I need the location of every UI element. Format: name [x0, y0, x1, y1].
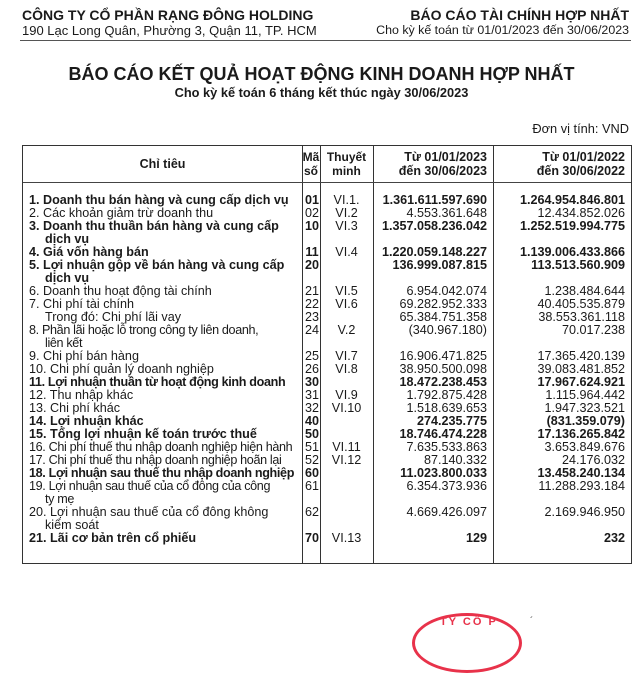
- table-row: [23, 480, 631, 506]
- row-prior-value: 2.169.946.950: [544, 505, 625, 519]
- row-current-value: 4.669.426.097: [406, 505, 487, 519]
- row-label: [23, 532, 301, 545]
- row-label-text: Phần lãi hoặc lỗ trong công ty liên doanh,: [41, 323, 259, 337]
- table-row: [23, 532, 631, 545]
- table-row: [23, 506, 631, 532]
- row-current-value: 16.906.471.825: [399, 349, 487, 363]
- row-code: 32: [304, 401, 319, 415]
- row-prior-value: 17.365.420.139: [537, 349, 625, 363]
- row-label-continuation: kiểm soát: [45, 518, 99, 532]
- row-label-text: Trong đó: Chi phí lãi vay: [45, 310, 182, 324]
- column-header-code-line1: Mã: [302, 150, 320, 164]
- row-code: 21: [304, 284, 319, 298]
- signature-mark: ´: [530, 616, 534, 627]
- row-label: [23, 220, 301, 246]
- row-number: 12.: [29, 388, 47, 402]
- row-number: 5.: [29, 258, 40, 272]
- row-label-continuation: ty mẹ: [45, 492, 75, 506]
- row-code: 25: [304, 349, 319, 363]
- row-code: 70: [304, 531, 319, 545]
- table-body: [23, 183, 631, 545]
- row-label-text: Giá vốn hàng bán: [43, 245, 149, 259]
- row-number: 20.: [29, 505, 47, 519]
- row-label: [23, 324, 301, 350]
- row-note: VI.5: [335, 284, 358, 298]
- row-number: 4.: [29, 245, 40, 259]
- row-number: 18.: [29, 466, 46, 480]
- row-prior-value: 17.136.265.842: [537, 427, 625, 441]
- row-number: 3.: [29, 219, 40, 233]
- row-prior-value: 24.176.032: [561, 453, 625, 467]
- row-prior-value: 40.405.535.879: [537, 297, 625, 311]
- report-period: Cho kỳ kế toán từ 01/01/2023 đến 30/06/2023: [376, 23, 629, 37]
- row-prior-value: 11.288.293.184: [538, 479, 625, 493]
- column-header-current-line2: đến 30/06/2023: [398, 164, 487, 178]
- row-label-text: Tổng lợi nhuận kế toán trước thuế: [50, 427, 257, 441]
- row-label: [23, 506, 301, 532]
- row-current-value: 129: [465, 531, 487, 545]
- column-header-note: [320, 146, 373, 182]
- row-number: 7.: [29, 297, 40, 311]
- row-current-value: 6.954.042.074: [406, 284, 487, 298]
- company-block: [22, 8, 317, 38]
- table-row: [23, 220, 631, 246]
- row-prior-value: 1.947.323.521: [544, 401, 625, 415]
- row-code: 10: [304, 219, 319, 233]
- row-code: 30: [304, 375, 319, 389]
- column-header-prior-line1: Từ 01/01/2022: [542, 150, 625, 164]
- row-label-text: Lợi nhuận thuần từ hoạt động kinh doanh: [47, 375, 286, 389]
- row-label-text: Chi phí tài chính: [43, 297, 135, 311]
- row-note: VI.10: [331, 401, 362, 415]
- row-label-text: Doanh thu bán hàng và cung cấp dịch vụ: [43, 193, 289, 207]
- row-note: VI.1.: [333, 193, 360, 207]
- row-current-value: 6.354.373.936: [406, 479, 487, 493]
- row-number: 21.: [29, 531, 47, 545]
- row-label-text: Lợi nhuận sau thuế của cổ đông của công: [48, 479, 271, 493]
- currency-unit: Đơn vị tính: VND: [532, 121, 629, 136]
- company-seal-text: TY CỔ P: [440, 616, 498, 628]
- row-number: 14.: [29, 414, 47, 428]
- row-prior-value: 1.264.954.846.801: [519, 193, 625, 207]
- header-divider: [20, 40, 631, 41]
- column-header-prior-line2: đến 30/06/2022: [536, 164, 625, 178]
- row-note: VI.12: [331, 453, 362, 467]
- row-label-text: Các khoản giảm trừ doanh thu: [43, 206, 214, 220]
- row-prior-value: 13.458.240.134: [537, 466, 625, 480]
- row-code: 02: [304, 206, 319, 220]
- row-code: 11: [305, 245, 319, 259]
- row-code: 62: [304, 505, 319, 519]
- row-code: 61: [304, 479, 319, 493]
- row-code: 01: [304, 193, 319, 207]
- row-number: 9.: [29, 349, 40, 363]
- row-code: 60: [304, 466, 319, 480]
- row-label-text: Chi phí thuế thu nhập doanh nghiệp hoãn lại: [48, 453, 282, 467]
- row-code: 52: [304, 453, 319, 467]
- column-header-current-period: [373, 146, 493, 182]
- row-note: VI.6: [335, 297, 358, 311]
- row-number: 11.: [29, 375, 45, 389]
- row-label-text: Doanh thu thuần bán hàng và cung cấp: [43, 219, 279, 233]
- row-label-text: Doanh thu hoạt động tài chính: [43, 284, 212, 298]
- row-note: VI.3: [335, 219, 358, 233]
- row-number: 10.: [29, 362, 47, 376]
- row-number: 1.: [29, 193, 40, 207]
- row-note: V.2: [337, 323, 356, 337]
- row-current-value: 1.220.059.148.227: [381, 245, 487, 259]
- row-number: 2.: [29, 206, 40, 220]
- row-current-value: 136.999.087.815: [392, 258, 487, 272]
- column-header-note-line2: minh: [332, 164, 361, 178]
- row-current-value: 87.140.332: [423, 453, 487, 467]
- row-prior-value: 38.553.361.118: [538, 310, 625, 324]
- row-label-text: Chi phí khác: [50, 401, 121, 415]
- row-current-value: 18.472.238.453: [399, 375, 487, 389]
- row-note: VI.4: [335, 245, 358, 259]
- row-label-text: Chi phí thuế thu nhập doanh nghiệp hiện hành: [48, 440, 293, 454]
- row-current-value: 18.746.474.228: [399, 427, 487, 441]
- row-label-text: Lợi nhuận sau thuế thu nhập doanh nghiệp: [48, 466, 295, 480]
- row-current-value: 11.023.800.033: [400, 466, 487, 480]
- row-code: 26: [304, 362, 319, 376]
- row-number: 6.: [29, 284, 40, 298]
- row-note: VI.7: [335, 349, 358, 363]
- row-label-text: Lãi cơ bản trên cổ phiếu: [50, 531, 197, 545]
- row-prior-value: 39.083.481.852: [537, 362, 625, 376]
- row-label-continuation: dịch vụ: [45, 271, 90, 285]
- row-current-value: 4.553.361.648: [406, 206, 487, 220]
- row-label-continuation: dịch vụ: [45, 232, 90, 246]
- row-current-value: 1.357.058.236.042: [381, 219, 487, 233]
- row-code: 31: [304, 388, 319, 402]
- page-title: BÁO CÁO KẾT QUẢ HOẠT ĐỘNG KINH DOANH HỢP NHẤT: [68, 64, 575, 84]
- column-header-code: [302, 146, 320, 182]
- row-note: VI.2: [335, 206, 358, 220]
- company-address: 190 Lạc Long Quân, Phường 3, Quận 11, TP. HCM: [22, 23, 317, 38]
- table-row: [23, 259, 631, 285]
- row-prior-value: 12.434.852.026: [537, 206, 625, 220]
- row-prior-value: (831.359.079): [546, 414, 625, 428]
- column-header-current-line1: Từ 01/01/2023: [404, 150, 487, 164]
- row-label-text: Lợi nhuận gộp về bán hàng và cung cấp: [43, 258, 285, 272]
- row-prior-value: 1.252.519.994.775: [519, 219, 625, 233]
- row-label: [23, 480, 301, 506]
- row-current-value: 7.635.533.863: [406, 440, 487, 454]
- row-code: 22: [304, 297, 319, 311]
- row-label-continuation: liên kết: [45, 336, 83, 350]
- row-note: VI.11: [332, 440, 361, 454]
- row-prior-value: 1.238.484.644: [544, 284, 625, 298]
- row-current-value: 1.361.611.597.690: [382, 193, 487, 207]
- row-prior-value: 1.139.006.433.866: [519, 245, 625, 259]
- row-current-value: 38.950.500.098: [399, 362, 487, 376]
- row-number: 15.: [29, 427, 47, 441]
- row-number: 13.: [29, 401, 47, 415]
- row-note: VI.13: [331, 531, 362, 545]
- row-label: [23, 259, 301, 285]
- column-header-code-line2: số: [303, 164, 318, 178]
- row-label-text: Chi phí quản lý doanh nghiệp: [50, 362, 214, 376]
- row-code: 40: [304, 414, 319, 428]
- table-row: [23, 324, 631, 350]
- row-prior-value: 232: [603, 531, 625, 545]
- row-label-text: Chi phí bán hàng: [43, 349, 139, 363]
- company-name: CÔNG TY CỔ PHẦN RẠNG ĐÔNG HOLDING: [22, 7, 314, 23]
- row-label-text: Lợi nhuận khác: [50, 414, 144, 428]
- row-code: 24: [304, 323, 319, 337]
- column-header-item-label: Chỉ tiêu: [139, 157, 186, 171]
- row-label-text: Thu nhập khác: [49, 388, 134, 402]
- row-note: VI.8: [335, 362, 358, 376]
- row-number: 8.: [29, 323, 39, 337]
- row-code: 50: [304, 427, 319, 441]
- row-label-line: [29, 532, 301, 545]
- page-subtitle: Cho kỳ kế toán 6 tháng kết thúc ngày 30/06/2023: [174, 85, 469, 100]
- row-label-text: Lợi nhuận sau thuế của cổ đông không: [50, 505, 269, 519]
- row-prior-value: 17.967.624.921: [537, 375, 625, 389]
- report-type: BÁO CÁO TÀI CHÍNH HỢP NHẤT: [410, 7, 629, 23]
- income-statement-table: [22, 145, 632, 564]
- row-prior-value: 113.513.560.909: [531, 258, 625, 272]
- row-current-value: 65.384.751.358: [399, 310, 487, 324]
- row-prior-value: 70.017.238: [561, 323, 625, 337]
- row-current-value: (340.967.180): [408, 323, 487, 337]
- row-note: VI.9: [335, 388, 358, 402]
- row-number: 19.: [29, 479, 46, 493]
- row-code: 51: [304, 440, 319, 454]
- row-code: 20: [304, 258, 319, 272]
- column-header-note-line1: Thuyết: [326, 150, 367, 164]
- row-current-value: 274.235.775: [416, 414, 487, 428]
- report-block: [376, 8, 629, 38]
- row-number: 17.: [29, 453, 46, 467]
- column-header-prior-period: [493, 146, 631, 182]
- row-current-value: 1.518.639.653: [406, 401, 487, 415]
- table-header: [23, 146, 631, 183]
- row-prior-value: 1.115.964.442: [545, 388, 625, 402]
- row-current-value: 1.792.875.428: [406, 388, 487, 402]
- row-code: 23: [304, 310, 319, 324]
- column-header-item: [23, 146, 302, 182]
- row-current-value: 69.282.952.333: [399, 297, 487, 311]
- row-prior-value: 3.653.849.676: [544, 440, 625, 454]
- row-number: 16.: [29, 440, 46, 454]
